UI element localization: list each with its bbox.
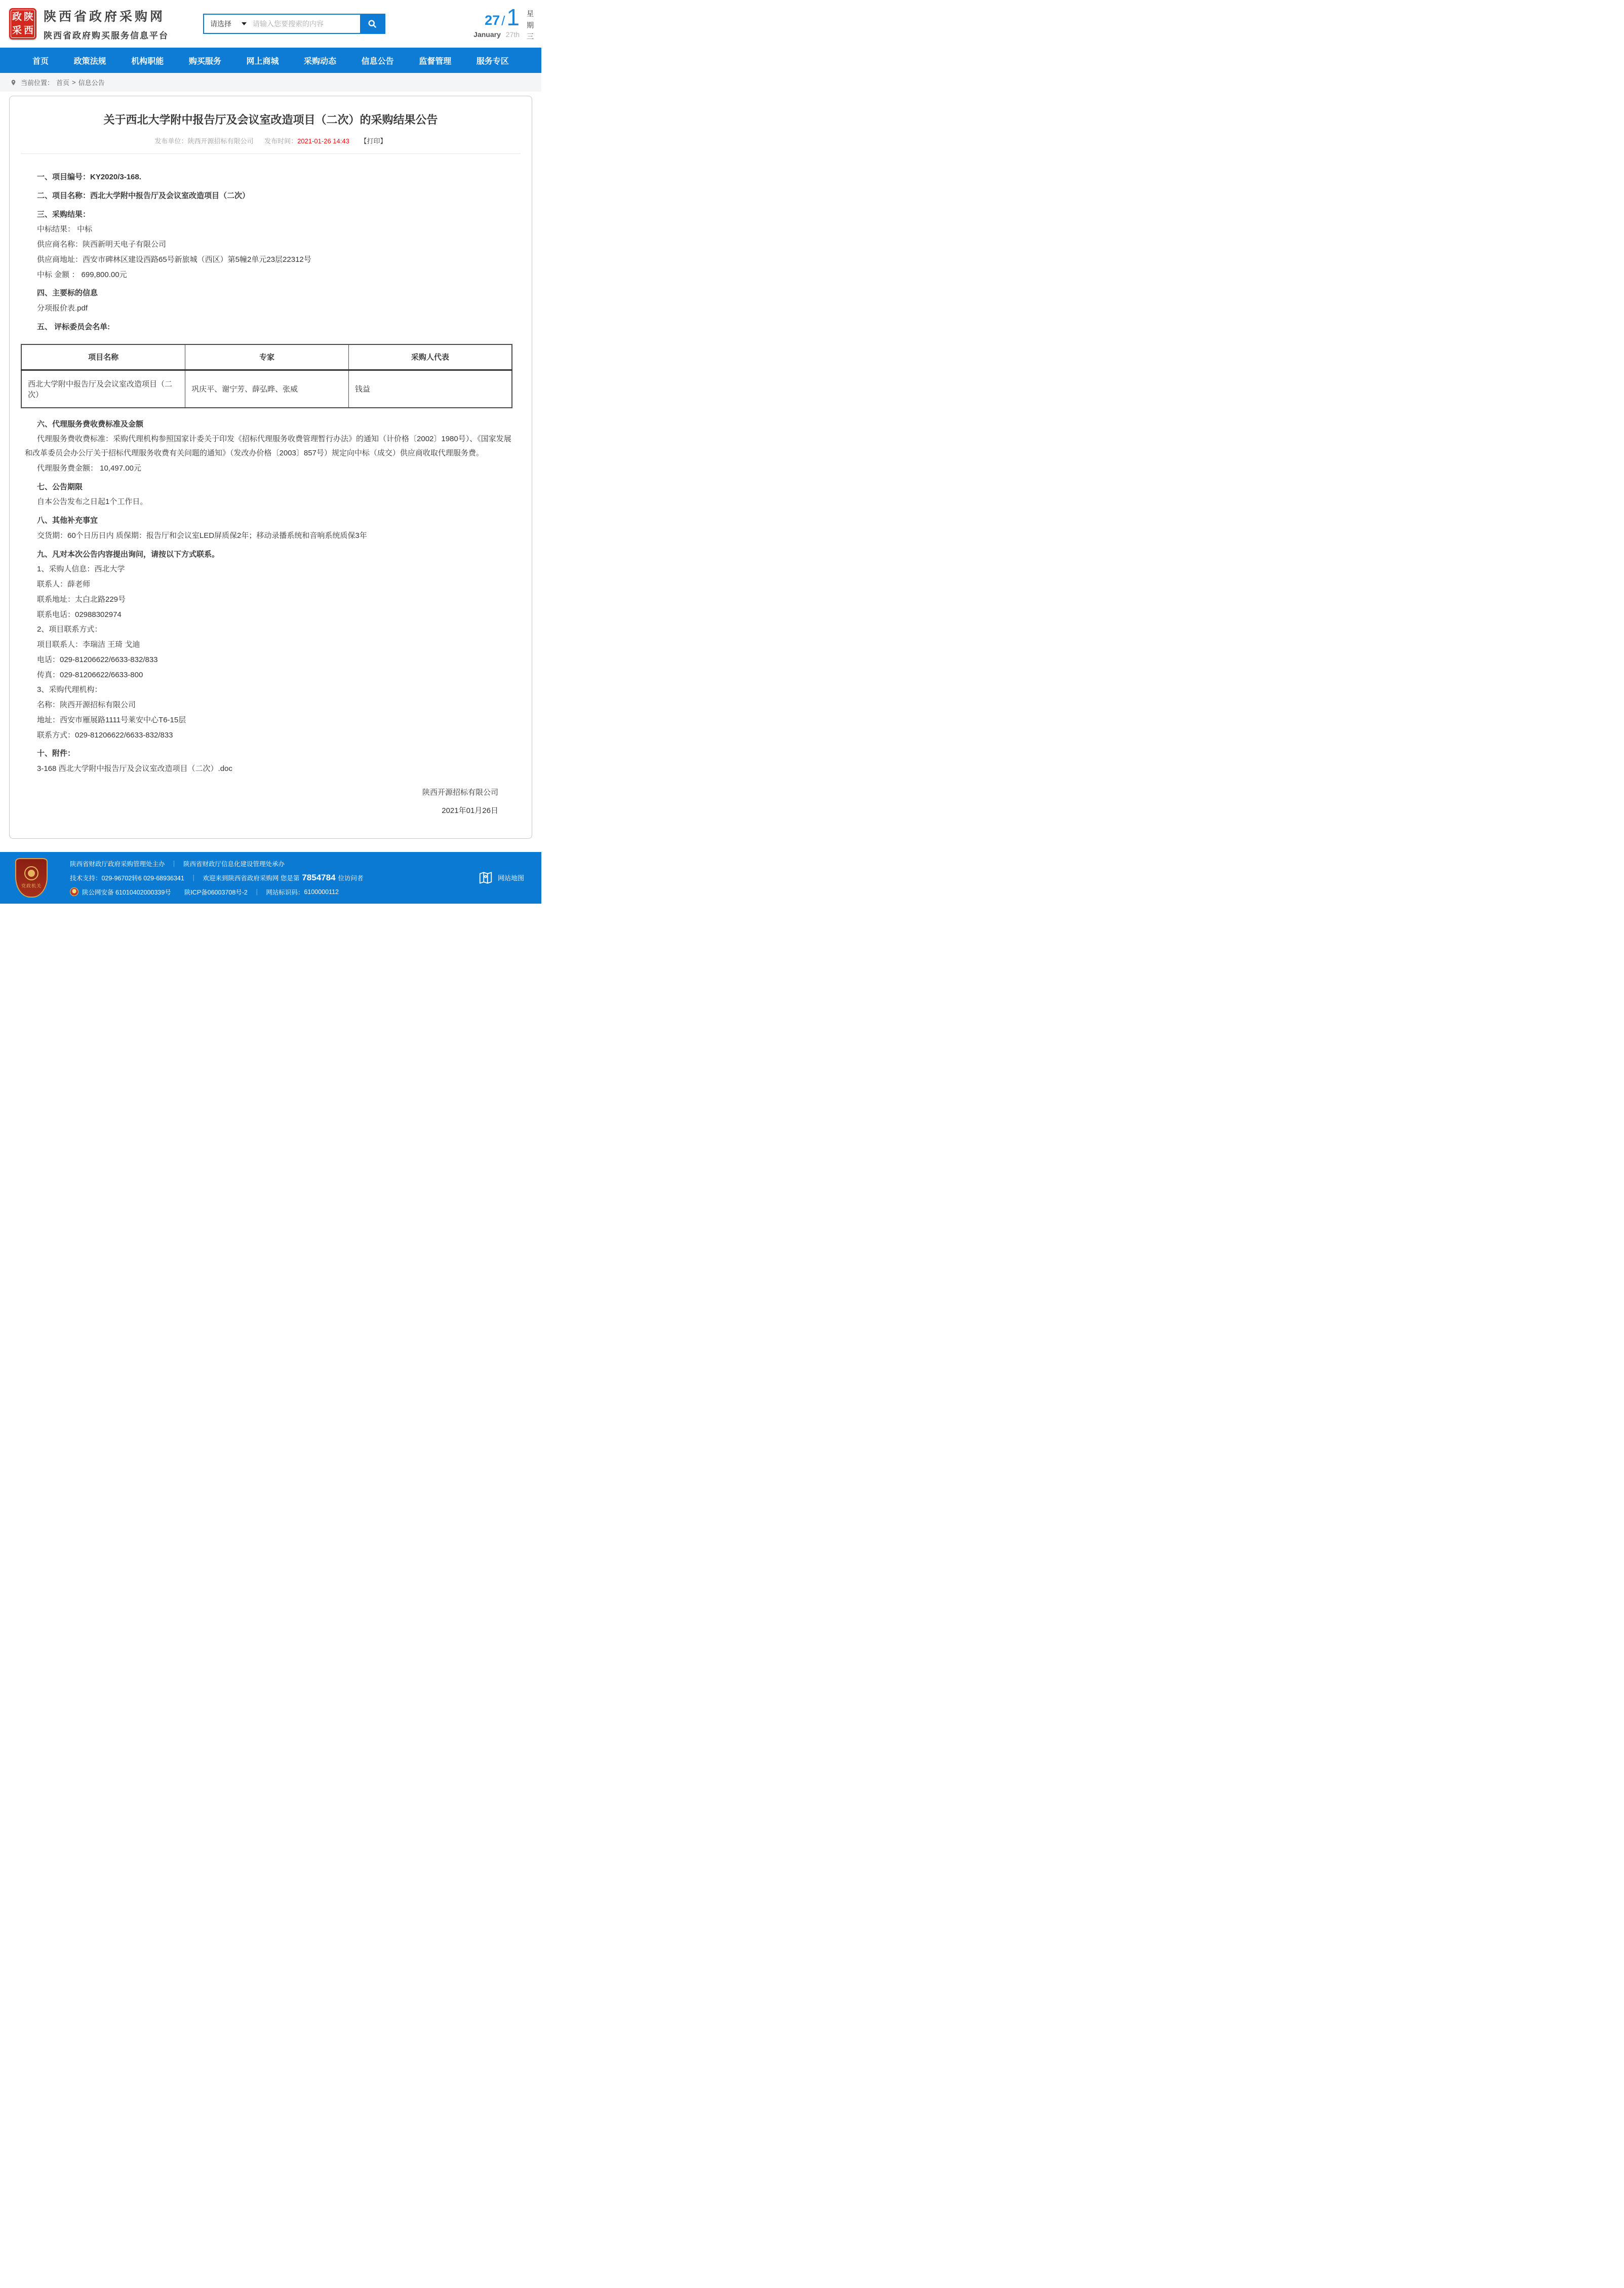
article-paragraph-b-18: 名称：陕西开源招标有限公司 [37,701,136,709]
print-button[interactable]: 【打印】 [360,137,387,145]
police-badge-icon [70,887,78,896]
footer-line-registration [70,887,364,897]
location-pin-icon [10,79,17,87]
search-icon [367,19,377,29]
article-paragraph-b-10: 联系人：薛老师 [37,580,91,589]
article-paragraph-b-16: 传真：029-81206622/6633-800 [37,670,143,679]
seal-char: 政 [12,12,22,22]
article-paragraph-a-9[interactable]: 分项报价表.pdf [37,304,88,313]
breadcrumb-home-link[interactable]: 首页 [56,79,70,87]
publisher-label: 发布单位： [154,137,188,145]
sitemap-label: 网站地图 [497,874,524,882]
site-subtitle: 陕西省政府购买服务信息平台 [44,31,169,41]
article-paragraph-b-14: 项目联系人：李瑞洁 王琦 戈迪 [37,640,140,649]
nav-item-7[interactable]: 信息公告 [361,57,394,66]
announcement-card [9,96,532,839]
article-paragraph-a-3: 三、采购结果： [37,210,91,219]
search-button[interactable] [360,15,384,33]
nav-item-4[interactable]: 购买服务 [188,57,221,66]
article-paragraph-b-20: 联系方式：029-81206622/6633-832/833 [37,730,173,740]
sitemap-link[interactable] [478,870,524,885]
date-weekday: 星期三 [527,10,534,41]
site-footer [0,852,541,904]
nav-item-6[interactable]: 采购动态 [304,57,337,66]
footer-co-organizer: 陕西省财政厅信息化建设管理处承办 [183,860,285,868]
footer-tech-support: 技术支持：029-96702转6 029-68936341 [70,874,184,882]
site-header [0,0,541,48]
main-nav [0,48,541,73]
nav-item-9[interactable]: 服务专区 [476,57,509,66]
signature-company: 陕西开源招标有限公司 [422,788,498,797]
article-paragraph-b-19: 地址：西安市雁展路1111号莱安中心T6-15层 [37,715,186,724]
article-paragraph-b-9: 1、采购人信息：西北大学 [37,565,125,574]
seal-char: 陕 [23,12,33,22]
article-paragraph-b-15: 电话：029-81206622/6633-832/833 [37,655,158,664]
footer-separator: ｜ [253,888,260,896]
evaluation-committee-table [21,344,512,408]
signature-date: 2021年01月26日 [442,806,498,815]
logo-seal-icon [9,8,36,40]
footer-line-support [70,873,364,883]
map-icon [478,870,493,885]
table-header-row [21,344,512,370]
article-paragraph-b-21: 十、附件： [37,749,75,758]
date-month-name: January [473,30,501,39]
page-title: 关于西北大学附中报告厅及会议室改造项目（二次）的采购结果公告 [103,113,438,126]
seal-char: 采 [12,25,22,36]
cell-purchaser-rep: 钱益 [348,370,512,408]
article-body [21,166,521,820]
date-widget [473,5,534,42]
nav-item-2[interactable]: 政策法规 [73,57,106,66]
article-meta [21,136,521,145]
table-row [21,370,512,408]
article-paragraph-a-5: 供应商名称：陕西新明天电子有限公司 [37,240,167,249]
site-title: 陕西省政府采购网 [44,10,166,24]
footer-welcome-prefix: 欢迎来到陕西省政府采购网 您是第 [203,874,300,882]
article-paragraph-b-22[interactable]: 3-168 西北大学附中报告厅及会议室改造项目（二次）.doc [37,764,232,773]
chevron-down-icon [242,22,247,25]
footer-welcome-suffix: 位访问者 [338,874,364,882]
article-paragraph-b-17: 3、采购代理机构： [37,685,102,694]
date-day: 27 [485,13,500,28]
date-month-number: 1 [506,4,520,31]
column-header-experts: 专家 [185,344,349,370]
date-separator: / [501,13,505,29]
column-header-project: 项目名称 [21,344,185,370]
article-paragraph-b-12: 联系电话：02988302974 [37,610,122,619]
date-day-ordinal: 27th [505,30,520,39]
article-section-b [25,413,517,777]
article-paragraph-b-6: 八、其他补充事宜 [37,516,98,525]
article-paragraph-a-7: 中标 金额 ： 699,800.00元 [37,270,127,279]
article-paragraph-a-1: 一、项目编号：KY2020/3-168. [37,173,141,181]
search-bar [203,14,385,34]
footer-icp-record: 陕ICP备06003708号-2 [184,888,248,896]
article-paragraph-b-5: 自本公告发布之日起1个工作日。 [37,497,148,507]
publish-time-value: 2021-01-26 14:43 [297,137,349,145]
article-paragraph-a-4: 中标结果： 中标 [37,225,93,234]
article-paragraph-a-10: 五、 评标委员会名单: [37,322,110,331]
article-paragraph-b-13: 2、项目联系方式： [37,625,102,634]
footer-security-record: 陕公网安备 61010402000339号 [82,888,171,896]
footer-line-organizers [70,859,364,868]
publish-time-label: 发布时间： [264,137,298,145]
nav-item-5[interactable]: 网上商城 [246,57,279,66]
breadcrumb-separator: > [72,79,76,86]
cell-experts: 巩庆平、谢宁芳、薛弘晔、张威 [185,370,349,408]
article-paragraph-b-2: 代理服务费收费标准：采购代理机构参照国家计委关于印发《招标代理服务收费管理暂行办法》的通知（计价格〔2002〕1980号）、《国家发展和改革委员会办公厅关于招标代理服务收费有关问题的通知》（发改办价格〔2003〕857号）规定向中标（成交）供应商收取代理服务费。 [25,435,511,457]
seal-char: 西 [23,25,33,36]
article-paragraph-b-11: 联系地址：太白北路229号 [37,595,126,604]
shield-label: 党政机关 [21,883,42,889]
cell-project-name: 西北大学附中报告厅及会议室改造项目（二次） [21,370,185,408]
signature-block [25,784,517,820]
article-paragraph-a-2: 二、项目名称：西北大学附中报告厅及会议室改造项目（二次） [37,191,250,200]
nav-item-8[interactable]: 监督管理 [419,57,452,66]
article-paragraph-a-8: 四、主要标的信息 [37,289,98,298]
breadcrumb-label: 当前位置： [21,79,54,87]
column-header-purchaser-rep: 采购人代表 [348,344,512,370]
article-section-a [25,166,517,335]
article-paragraph-b-7: 交货期：60个日历日内 质保期：报告厅和会议室LED屏质保2年；移动录播系统和音响系统质保3年 [37,531,367,540]
shield-emblem-icon [24,866,38,880]
search-select-label: 请选择 [210,20,231,28]
party-government-shield-icon [15,858,48,898]
search-category-select[interactable] [204,15,252,33]
visitor-count: 7854784 [302,872,336,882]
footer-site-code: 6100000112 [304,888,339,896]
footer-site-code-label: 网站标识码： [266,888,304,896]
footer-separator: ｜ [171,860,178,868]
article-paragraph-b-3: 代理服务费金额： 10,497.00元 [37,463,141,473]
breadcrumb-current[interactable]: 信息公告 [78,79,105,87]
site-logo[interactable] [9,7,169,41]
nav-item-1[interactable]: 首页 [32,57,49,66]
nav-item-3[interactable]: 机构职能 [131,57,164,66]
breadcrumb [0,73,541,92]
article-paragraph-b-4: 七、公告期限 [37,482,83,491]
article-paragraph-a-6: 供应商地址：西安市碑林区建设西路65号新旅城（西区）第5幢2单元23层22312号 [37,255,311,264]
footer-separator: ｜ [190,874,197,882]
footer-organizer: 陕西省财政厅政府采购管理处主办 [70,860,165,868]
article-paragraph-b-8: 九、凡对本次公告内容提出询问，请按以下方式联系。 [37,550,220,559]
search-input[interactable] [252,15,360,33]
article-paragraph-b-1: 六、代理服务费收费标准及金额 [37,419,144,429]
title-divider [21,153,521,154]
publisher-value: 陕西开源招标有限公司 [187,137,254,145]
logo-seal-frame [11,10,35,38]
